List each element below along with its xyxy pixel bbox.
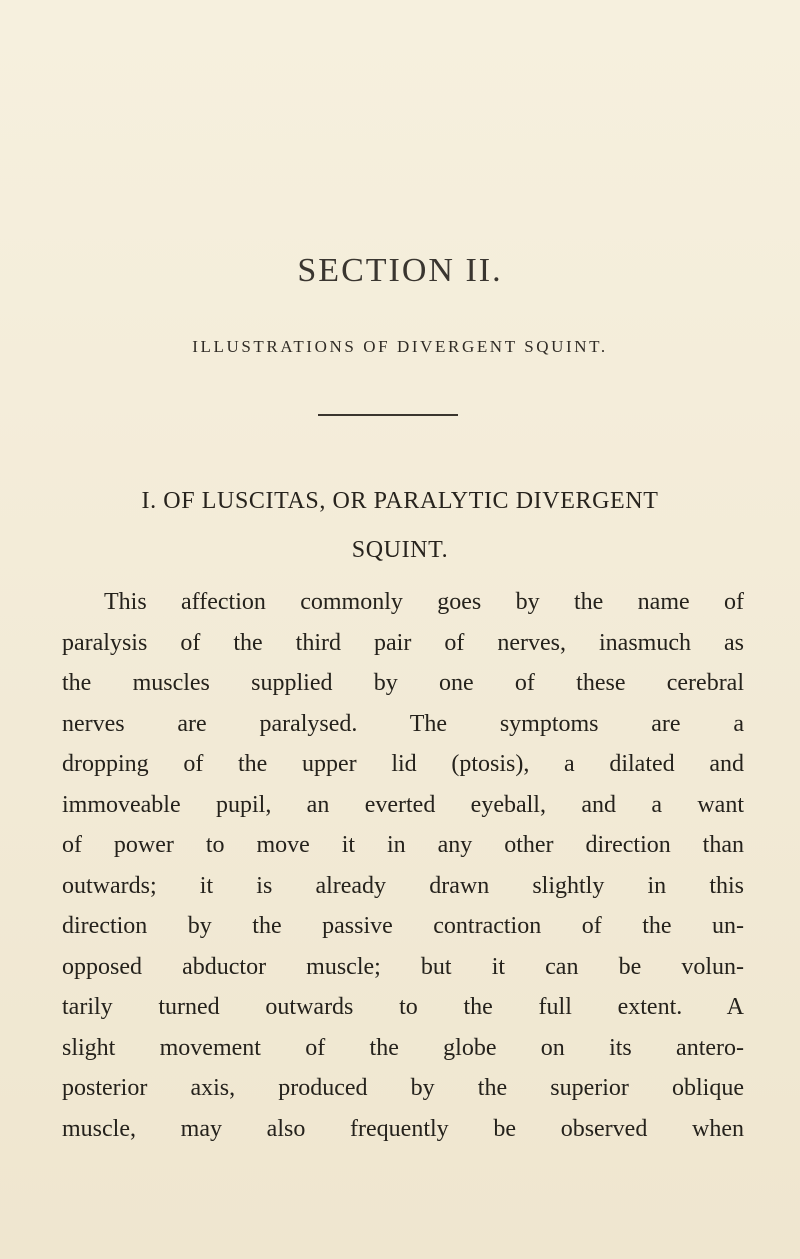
text-line: posterior axis, produced by the superior oblique <box>62 1075 744 1101</box>
text-line: outwards; it is already drawn slightly in this <box>62 872 744 899</box>
text-line: dropping of the upper lid (ptosis), a dilated and <box>62 751 744 777</box>
text-line: tarily turned outwards to the full extent. A <box>62 994 744 1020</box>
text-line: slight movement of the globe on its antero- <box>62 1034 744 1061</box>
text-line: the muscles supplied by one of these cerebral <box>62 670 744 696</box>
chapter-title-line-2: SQUINT. <box>351 537 449 563</box>
text-line: of power to move it in any other direction than <box>62 832 744 858</box>
text-line: paralysis of the third pair of nerves, inasmuch as <box>62 629 744 656</box>
section-heading: SECTION II. <box>297 252 503 289</box>
text-line: muscle, may also frequently be observed when <box>62 1115 744 1142</box>
text-line: opposed abductor muscle; but it can be volun- <box>62 953 744 980</box>
text-line: immoveable pupil, an everted eyeball, and a want <box>62 791 744 818</box>
horizontal-rule <box>318 414 458 416</box>
chapter-title <box>60 477 740 575</box>
section-subheading: ILLUSTRATIONS OF DIVERGENT SQUINT. <box>192 337 608 356</box>
chapter-title-line-1: I. OF LUSCITAS, OR PARALYTIC DIVERGENT <box>141 488 659 514</box>
text-line: This affection commonly goes by the name of <box>104 589 744 615</box>
body-paragraph <box>62 582 744 1149</box>
text-line: nerves are paralysed. The symptoms are a <box>62 710 744 737</box>
text-line: direction by the passive contraction of the un- <box>62 913 744 939</box>
